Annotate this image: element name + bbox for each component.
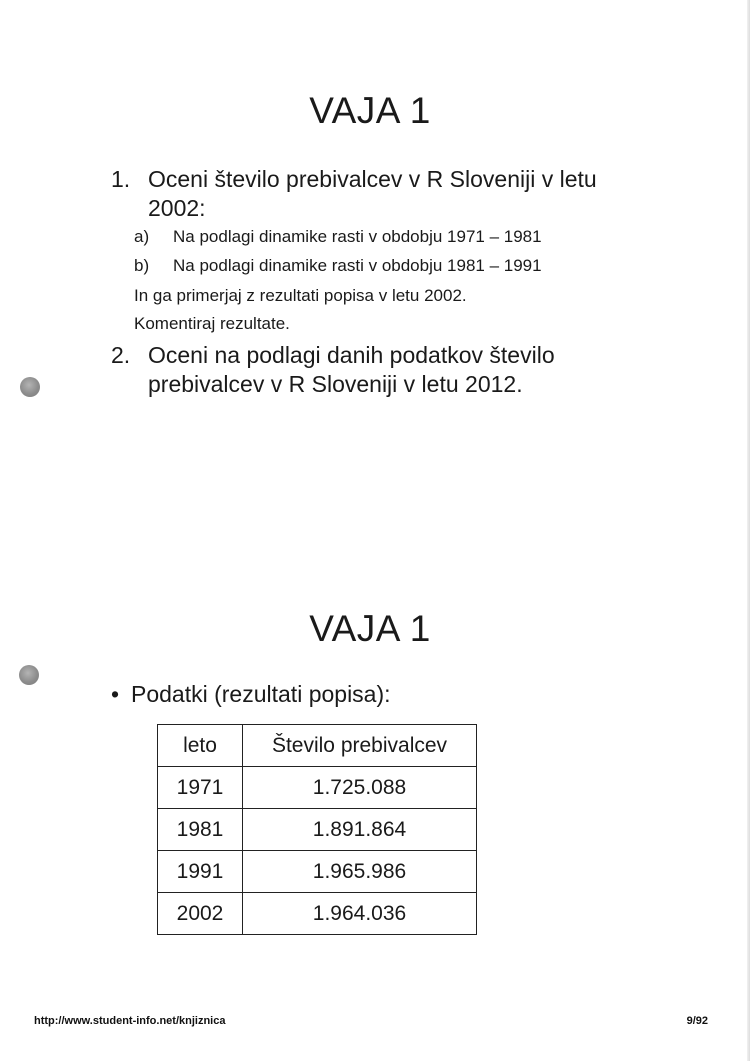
table-cell-population: 1.964.036	[243, 893, 477, 935]
subtask-b-letter: b)	[134, 256, 150, 275]
census-table	[157, 724, 477, 935]
table-header-year: leto	[158, 725, 243, 767]
table-cell-year: 1971	[158, 767, 243, 809]
table-cell-population: 1.965.986	[243, 851, 477, 893]
punch-hole	[19, 665, 39, 685]
table-cell-year: 1981	[158, 809, 243, 851]
punch-hole	[20, 377, 40, 397]
table-row	[158, 851, 477, 893]
page-number: 9/92	[686, 1015, 708, 1027]
table-row	[158, 893, 477, 935]
subtask-a-letter: a)	[134, 227, 150, 246]
table-cell-population: 1.891.864	[243, 809, 477, 851]
table-cell-population: 1.725.088	[243, 767, 477, 809]
table-header-population: Število prebivalcev	[243, 725, 477, 767]
task-1-text: Oceni število prebivalcev v R Sloveniji v letu 2002:	[148, 166, 597, 221]
slide-1-title: VAJA 1	[309, 90, 431, 131]
bullet-icon: •	[111, 681, 120, 707]
task-2-text: Oceni na podlagi danih podatkov število prebivalcev v R Sloveniji v letu 2012.	[148, 342, 555, 397]
task-1-number: 1.	[111, 166, 131, 192]
table-header-row	[158, 725, 477, 767]
table-cell-year: 2002	[158, 893, 243, 935]
table-cell-year: 1991	[158, 851, 243, 893]
slide-2-title: VAJA 1	[309, 608, 431, 649]
footer-url: http://www.student-info.net/knjiznica	[34, 1015, 226, 1027]
bullet-text: Podatki (rezultati popisa):	[131, 681, 391, 707]
table-row	[158, 809, 477, 851]
task-1-note: In ga primerjaj z rezultati popisa v letu 2002.	[134, 286, 467, 305]
task-2-number: 2.	[111, 342, 131, 368]
table-row	[158, 767, 477, 809]
subtask-a-text: Na podlagi dinamike rasti v obdobju 1971 – 1981	[173, 227, 542, 246]
subtask-b-text: Na podlagi dinamike rasti v obdobju 1981 – 1991	[173, 256, 542, 275]
task-1-note: Komentiraj rezultate.	[134, 314, 290, 333]
